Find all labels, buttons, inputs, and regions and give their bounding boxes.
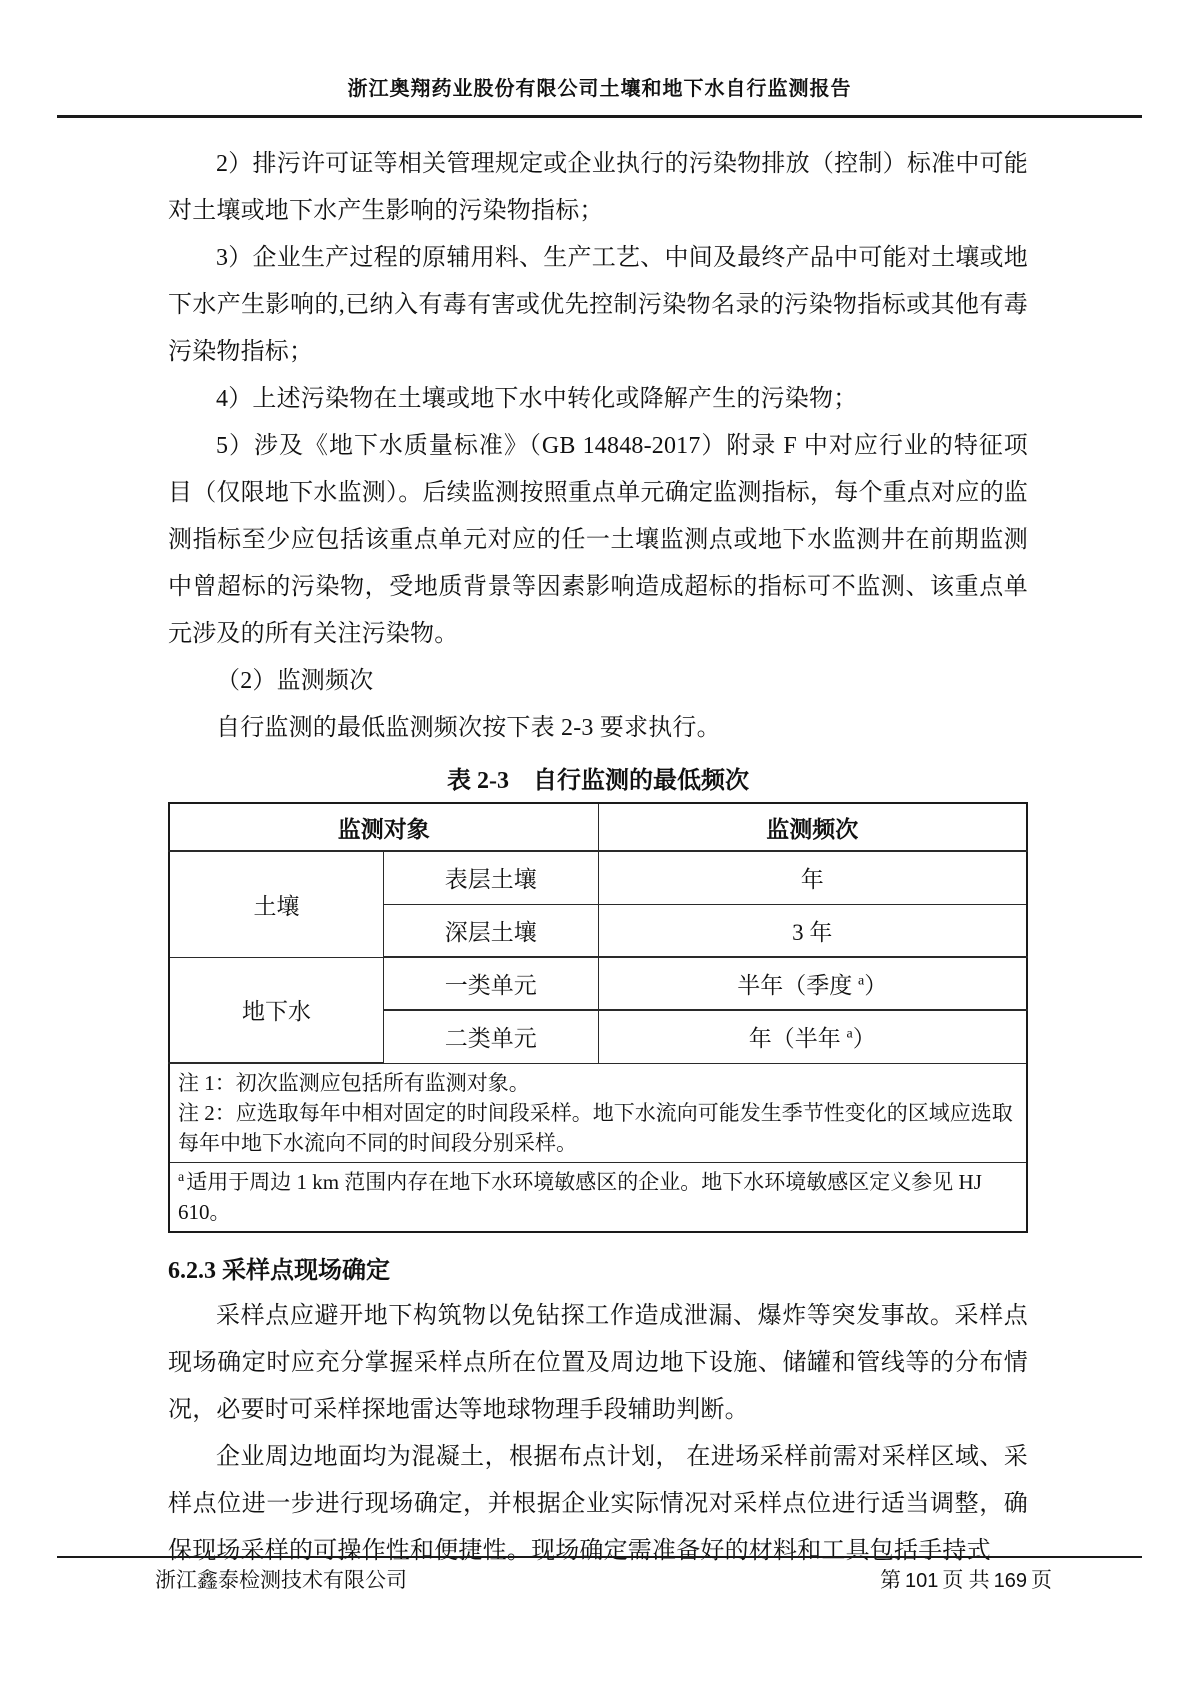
table-cell-category-soil: 土壤 [169,851,384,957]
table-header-row [169,803,1027,851]
paragraph-indicator-3: 3）企业生产过程的原辅用料、生产工艺、中间及最终产品中可能对土壤或地下水产生影响的,已纳入有毒有害或优先控制污染物名录的污染物指标或其他有毒污染物指标； [168,245,1028,365]
table-note-2: 注 2：应选取每年中相对固定的时间段采样。地下水流向可能发生季节性变化的区域应选取每年中地下水流向不同的时间段分别采样。 [178,1101,1013,1155]
footnote-text: 适用于周边 1 km 范围内存在地下水环境敏感区的企业。地下水环境敏感区定义参见 HJ 610。 [178,1170,982,1224]
page-footer-row [155,1564,1054,1594]
section-heading-6-2-3: 6.2.3 采样点现场确定 [168,1258,390,1284]
table-cell-sub-class2-unit: 二类单元 [384,1010,599,1063]
table-row [169,957,1027,1010]
footer-company-name: 浙江鑫泰检测技术有限公司 [155,1568,407,1592]
table-cell-freq-class1-unit [598,957,1027,1010]
frequency-table [168,802,1028,1233]
table-cell-freq-class2-unit [598,1010,1027,1063]
page-footer-rule [57,1556,1142,1558]
section-paragraph-1: 采样点应避开地下构筑物以免钻探工作造成泄漏、爆炸等突发事故。采样点现场确定时应充分掌握采样点所在位置及周边地下设施、储罐和管线等的分布情况，必要时可采样探地雷达等地球物理手段辅助判断。 [168,1303,1028,1423]
table-footnote-cell [169,1163,1027,1233]
freq-text-post: ） [864,973,888,998]
freq-text: 年 [800,867,824,893]
footer-page-total: 169 [993,1570,1027,1592]
table-cell-freq-deep-soil [598,904,1027,957]
table-cell-category-groundwater: 地下水 [169,957,384,1063]
freq-text-post: ） [852,1026,876,1052]
table-footnote-row [169,1163,1027,1233]
footer-page-info [878,1564,1054,1594]
table-notes-cell [169,1063,1027,1163]
paragraph-frequency-intro: 自行监测的最低监测频次按下表 2-3 要求执行。 [216,715,721,741]
table-notes-row [169,1063,1027,1163]
freq-superscript: a [858,973,865,989]
table-cell-sub-class1-unit: 一类单元 [384,957,599,1010]
table-row [169,851,1027,904]
freq-superscript: a [846,1026,853,1042]
footer-page-label-post: 页 [1031,1568,1052,1592]
footer-page-number: 101 [905,1570,939,1592]
paragraph-indicator-4: 4）上述污染物在土壤或地下水中转化或降解产生的污染物； [216,386,858,412]
table-header-object: 监测对象 [169,803,598,851]
table-cell-sub-deep-soil: 深层土壤 [384,904,599,957]
freq-text: 半年（季度 [737,973,859,998]
subsection-heading-frequency: （2）监测频次 [216,668,374,694]
page-footer [0,1556,1199,1594]
footnote-superscript: a [178,1170,185,1185]
footer-page-label-mid: 页 共 [942,1568,990,1592]
page-header-title: 浙江奥翔药业股份有限公司土壤和地下水自行监测报告 [347,78,852,100]
paragraph-indicator-2: 2）排污许可证等相关管理规定或企业执行的污染物排放（控制）标准中可能对土壤或地下水产生影响的污染物指标； [168,151,1028,224]
table-cell-freq-surface-soil [598,851,1027,904]
table-caption: 表 2-3 自行监测的最低频次 [447,768,749,794]
page-content [168,113,1028,1575]
freq-text: 年（半年 [748,1026,847,1052]
section-paragraph-2: 企业周边地面均为混凝土，根据布点计划， 在进场采样前需对采样区域、采样点位进一步进行现场确定，并根据企业实际情况对采样点位进行适当调整，确保现场采样的可操作性和便捷性。现场确定需准备好的材料和工具包括手持式 [168,1444,1028,1564]
page-header [0,0,1199,118]
paragraph-indicator-5: 5）涉及《地下水质量标准》（GB 14848-2017）附录 F 中对应行业的特征项目（仅限地下水监测）。后续监测按照重点单元确定监测指标，每个重点对应的监测指标至少应包括该重点单元对应的任一土壤监测点或地下水监测井在前期监测中曾超标的污染物，受地质背景等因素影响造成超标的指标可不监测、该重点单元涉及的所有关注污染物。 [168,433,1028,647]
footer-page-label-pre: 第 [880,1568,901,1592]
table-note-1: 注 1：初次监测应包括所有监测对象。 [178,1071,530,1095]
table-cell-sub-surface-soil: 表层土壤 [384,851,599,904]
freq-text: 3 年 [792,919,833,945]
table-header-frequency: 监测频次 [598,803,1027,851]
